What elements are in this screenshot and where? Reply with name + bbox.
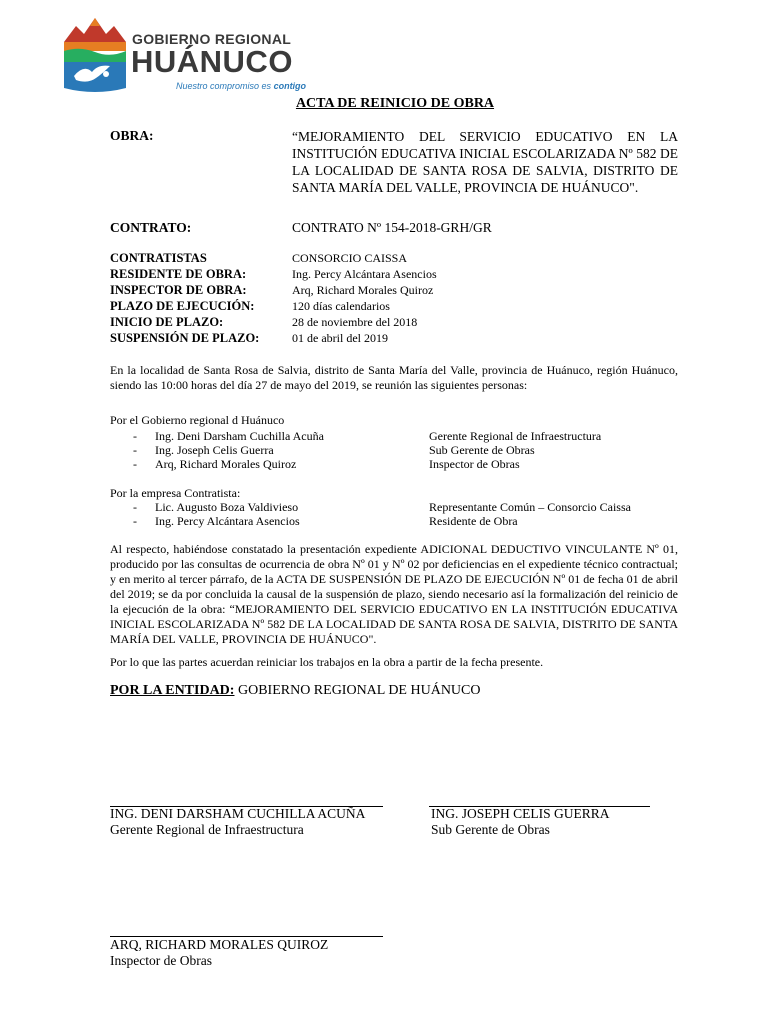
bullet-dash: - — [133, 429, 137, 443]
detail-label-plazo: PLAZO DE EJECUCIÓN: — [110, 299, 255, 313]
detail-label-contratistas: CONTRATISTAS — [110, 251, 207, 265]
detail-value-residente: Ing. Percy Alcántara Asencios — [292, 267, 437, 281]
obra-value: “MEJORAMIENTO DEL SERVICIO EDUCATIVO EN LA INSTITUCIÓN EDUCATIVA INICIAL ESCOLARIZADA Nº 582 DE LA LOCALIDAD DE SANTA ROSA DE SALVIA, DISTRITO DE SANTA MARÍA DEL VALLE, PROVINCIA DE HUÁNUCO". — [292, 129, 678, 195]
entidad-label: POR LA ENTIDAD: — [110, 683, 235, 698]
gobierno-member-name: Ing. Joseph Celis Guerra — [155, 443, 274, 457]
respecto-paragraph: Al respecto, habiéndose constatado la presentación expediente ADICIONAL DEDUCTIVO VINCULANTE Nº 01, producido por las consultas de ocurrencia de obra Nº 01 y Nº 02 por deficiencias en el expediente técnico contractual; y en merito al tercer párrafo, de la ACTA DE SUSPENSIÓN DE PLAZO DE EJECUCIÓN Nº 01 de fecha 01 de abril del 2019; se da por concluida la causal de la suspensión de plazo, siendo necesario así la formalización del reinicio de la ejecución de la obra: “MEJORAMIENTO DEL SERVICIO EDUCATIVO EN LA INSTITUCIÓN EDUCATIVA INICIAL ESCOLARIZADA Nº 582 DE LA LOCALIDAD DE SANTA ROSA DE SALVIA, DISTRITO DE SANTA MARÍA DEL VALLE, PROVINCIA DE HUÁNUCO". — [110, 542, 678, 646]
intro-paragraph: En la localidad de Santa Rosa de Salvia, distrito de Santa María del Valle, provincia de Huánuco, región Huánuco, siendo las 10:00 horas del día 27 de mayo del 2019, se reunión las siguientes personas: — [110, 363, 678, 392]
gobierno-member-role: Gerente Regional de Infraestructura — [429, 429, 602, 443]
tagline-bold: contigo — [273, 81, 307, 91]
detail-value-inspector: Arq, Richard Morales Quiroz — [292, 283, 434, 297]
empresa-heading: Por la empresa Contratista: — [110, 486, 241, 500]
bullet-dash: - — [133, 500, 137, 514]
detail-value-inicio: 28 de noviembre del 2018 — [292, 315, 418, 329]
obra-label: OBRA: — [110, 128, 154, 143]
logo-tagline — [176, 81, 306, 91]
detail-value-suspension: 01 de abril del 2019 — [292, 331, 388, 345]
signature-role: Inspector de Obras — [110, 953, 212, 968]
detail-label-suspension: SUSPENSIÓN DE PLAZO: — [110, 331, 260, 345]
empresa-member-name: Lic. Augusto Boza Valdivieso — [155, 500, 299, 514]
bullet-dash: - — [133, 457, 137, 471]
bullet-dash: - — [133, 514, 137, 528]
empresa-member-name: Ing. Percy Alcántara Asencios — [155, 514, 300, 528]
logo-org-line1: GOBIERNO REGIONAL — [132, 31, 292, 47]
logo-org-line2: HUÁNUCO — [131, 44, 293, 79]
gobierno-heading: Por el Gobierno regional d Huánuco — [110, 413, 285, 427]
gobierno-regional-logo-icon — [62, 16, 128, 94]
detail-label-residente: RESIDENTE DE OBRA: — [110, 267, 247, 281]
gobierno-member-role: Inspector de Obras — [429, 457, 520, 471]
tagline-prefix: Nuestro compromiso es — [176, 81, 272, 91]
detail-value-contratistas: CONSORCIO CAISSA — [292, 251, 408, 265]
signature-name: ING. JOSEPH CELIS GUERRA — [431, 806, 610, 821]
document-title: ACTA DE REINICIO DE OBRA — [295, 96, 495, 111]
detail-value-plazo: 120 días calendarios — [292, 299, 390, 313]
detail-label-inicio: INICIO DE PLAZO: — [110, 315, 224, 329]
contrato-label: CONTRATO: — [110, 220, 192, 235]
bullet-dash: - — [133, 443, 137, 457]
gobierno-member-name: Arq, Richard Morales Quiroz — [155, 457, 297, 471]
gobierno-member-name: Ing. Deni Darsham Cuchilla Acuña — [155, 429, 324, 443]
signature-role: Gerente Regional de Infraestructura — [110, 822, 304, 837]
empresa-member-role: Residente de Obra — [429, 514, 518, 528]
acuerdo-paragraph: Por lo que las partes acuerdan reiniciar los trabajos en la obra a partir de la fecha presente. — [110, 655, 544, 669]
signature-role: Sub Gerente de Obras — [431, 822, 550, 837]
empresa-member-role: Representante Común – Consorcio Caissa — [429, 500, 631, 514]
signature-name: ING. DENI DARSHAM CUCHILLA ACUÑA — [110, 806, 366, 821]
signature-name: ARQ, RICHARD MORALES QUIROZ — [110, 937, 329, 952]
entidad-line — [110, 683, 481, 699]
gobierno-member-role: Sub Gerente de Obras — [429, 443, 535, 457]
entidad-value: GOBIERNO REGIONAL DE HUÁNUCO — [234, 683, 481, 698]
contrato-value: CONTRATO Nº 154-2018-GRH/GR — [292, 220, 492, 235]
detail-label-inspector: INSPECTOR DE OBRA: — [110, 283, 247, 297]
